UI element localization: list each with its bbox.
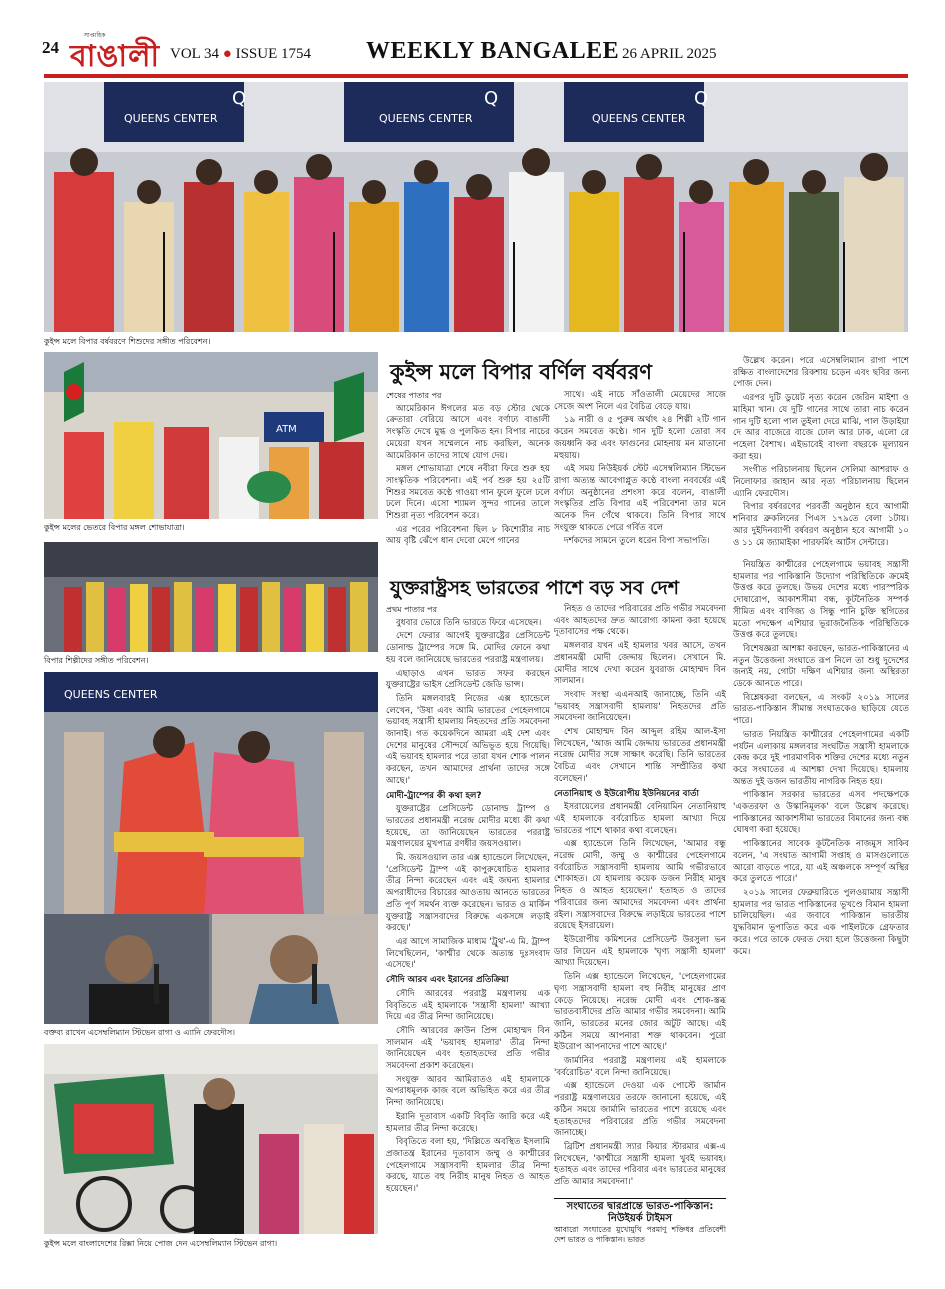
photo-duet-dance xyxy=(44,672,378,917)
banner-sign-5: QUEENS CENTER xyxy=(592,112,686,125)
article1-paragraph: উল্লেখ করেন। পরে এসেম্বলিম্যান রাগা পাশে রক্ষিত বাংলাদেশের রিকশায় চড়েন এবং ছবির জন্য পোজ দেন। xyxy=(733,356,909,390)
photo-children-choir xyxy=(44,82,908,332)
banner-sign-6: Q xyxy=(694,88,709,109)
banner-sign-1: QUEENS CENTER xyxy=(124,112,218,125)
article1-paragraph: এর পরের পরিবেশনা ছিল ৮ কিশোরীর নাচ আয় বৃষ্টি ঝেঁপে ধান দেবো মেপে গানের xyxy=(386,524,550,547)
article2-paragraph: নিহত ও তাদের পরিবারের প্রতি গভীর সমবেদনা এবং আহতদের দ্রুত আরোগ্য কামনা করা হয়েছে দূতাবাসের পক্ষ থেকে। xyxy=(554,604,726,638)
article2-paragraph: এক্স হ্যান্ডেলে তিনি লিখেছেন, 'আমার বন্ধু নরেন্দ্র মোদী, জম্মু ও কাশ্মীরের পেহেলগামে বর্বরোচিত সন্ত্রাসবাদী হামলায় আমি গভীরভাবে শোকাহত। যে হামলায় কয়েক ডজন নিরীহ মানুষ নিহত ও আহত হয়েছেন।' হতাহত ও তাদের পরিবারের জন্য আমাদের সমবেদনা এবং প্রার্থনা রইল। সন্ত্রাসবাদের বিরুদ্ধে লড়াইয়ে ভারতের পাশে রয়েছে ইসরায়েল। xyxy=(554,839,726,932)
article1-paragraph: সাথে। এই নাচে সাঁওতালী মেয়েদের সাজে সেজে অংশ নিলে এর বৈচিত্র বেড়ে যায়। xyxy=(554,390,726,412)
article2-paragraph: সৌদি আরবের ক্রাউন প্রিন্স মোহাম্মদ বিন সালমান এই 'ভয়াবহ হামলার' তীব্র নিন্দা জানিয়েছেন এবং হতাহতদের প্রতি গভীর সমবেদনা প্রকাশ করেছেন। xyxy=(386,1025,550,1072)
article2-paragraph: ভারত নিয়ন্ত্রিত কাশ্মীরের পেহেলগামের একটি পর্যটন এলাকায় মঙ্গলবার সংঘটিত সন্ত্রাসী হামলাকে কেন্দ্র করে দুই পারমাণবিক শক্তির দেশের মধ্যে নতুন করে সংঘাতের এ আশঙ্কা দেখা দিয়েছে। হামলায় অন্তত দুই ডজন ভারতীয় নাগরিক নিহত হয়। xyxy=(733,729,909,787)
article1-col1 xyxy=(386,390,550,547)
caption-speakers: বক্তব্য রাখেন এসেম্বলিম্যান স্টিভেন রাগা ও এ্যানি ফেরদৌস। xyxy=(44,1028,235,1037)
article2-paragraph: ২০১৯ সালের ফেব্রুয়ারিতে পুলওয়ামায় সন্ত্রাসী হামলার পর ভারত পাকিস্তানের ভূখণ্ডে বিমান হামলা চালিয়েছিল। এর জবাবে পাকিস্তান ভারতীয় যুদ্ধবিমান ভূপাতিত করে এক পাইলটকে গ্রেফতার করে। পরে তাকে ফেরত দেয়া হলে উত্তেজনা কিছুটা কমে। xyxy=(733,887,909,957)
article2-paragraph: দেশে ফেরার আগেই যুক্তরাষ্ট্রের প্রেসিডেন্ট ডোনাল্ড ট্রাম্পের সঙ্গে মি. মোদির ফোনে কথা হয় বলে জানিয়েছে ভারতের পররাষ্ট্র মন্ত্রণালয়। xyxy=(386,631,550,665)
masthead xyxy=(36,32,912,72)
article2-paragraph: নিয়ন্ত্রিত কাশ্মীরের পেহেলগামে ভয়াবহ সন্ত্রাসী হামলার পর পাকিস্তানি উদ্যোগ পরিস্থিতিকে ক্রমেই উত্তপ্ত করে তুলছে। উভয় দেশের মধ্যে পারস্পরিক দোষারোপ, আকাশসীমা বন্ধ, কূটনৈতিক সম্পর্ক সীমিত এবং বাণিজ্য ও সিন্ধু পানি চুক্তি স্থগিতের মতো পদক্ষেপ এশিয়ার ভূরাজনৈতিক পরিস্থিতিকে উত্তপ্ত করে তুলছে। xyxy=(733,560,909,641)
page-number: 24 xyxy=(42,38,59,57)
masthead-rule xyxy=(44,74,908,78)
article2-paragraph: পাকিস্তান সরকার ভারতের এসব পদক্ষেপকে 'একতরফা ও উস্কানিমূলক' বলে উল্লেখ করেছে। পাকিস্তানের আকাশসীমা ভারতের বিমানের জন্য বন্ধ ঘোষণা করা হয়েছে। xyxy=(733,790,909,836)
article1-paragraph: ১৯ নারী ও ৫ পুরুষ অর্থাৎ ২৪ শিল্পী ২টি গান করেন সমবেত কণ্ঠে। গান দুটি হলো তোরা সব জয়ধ্বনি কর এবং ফাগুনের মোহনায় মন মাতানো মহুয়ায়। xyxy=(554,415,726,461)
caption-top-photo: কুইন্স মলে বিপার বর্ষবরণে শিশুদের সঙ্গীত পরিবেশন। xyxy=(44,337,211,346)
article2-paragraph: ইউরোপীয় কমিশনের প্রেসিডেন্ট উরসুলা ভন ডার লিয়েন এই হামলাকে 'ঘৃণ্য সন্ত্রাসী হামলা' আখ্যা দিয়েছেন। xyxy=(554,934,726,969)
article2-paragraph: মি. জয়সওয়াল তার এক্স হ্যান্ডেলে লিখেছেন, 'প্রেসিডেন্ট ট্রাম্প এই কাপুরুষোচিত হামলার তীব্র নিন্দা করেছেন এবং এই জঘন্য হামলার অপরাধীদের বিচারের আওতায় আনতে ভারতের প্রতি পূর্ণ সমর্থন ব্যক্ত করেছেন। ভারত ও মার্কিন যুক্তরাষ্ট্র সন্ত্রাসবাদের বিরুদ্ধে একসঙ্গে লড়াই করছে।' xyxy=(386,853,550,934)
article2-paragraph: সংযুক্ত আরব আমিরাতও এই হামলাকে অপরাধমূলক কাজ বলে অভিহিত করে এর তীব্র নিন্দা জানিয়েছে। xyxy=(386,1074,550,1109)
caption-artists: বিপার শিল্পীদের সঙ্গীত পরিবেশন। xyxy=(44,656,149,665)
article2-paragraph: ব্রিটিশ প্রধানমন্ত্রী স্যার কিয়ার স্টারমার এক্স-এ লিখেছেন, 'কাশ্মীরে সন্ত্রাসী হামলা খুবই ভয়াবহ। হতাহত এবং তাদের পরিবার এবং ভারতের মানুষের প্রতি আমার সমবেদনা।' xyxy=(554,1141,726,1188)
article2-col2 xyxy=(554,604,726,1194)
article2-paragraph: তিনি মঙ্গলবারই নিজের এক্স হ্যান্ডেলে লেখেন, 'উষা এবং আমি ভারতের পেহেলগামে ভয়াবহ সন্ত্রাসী হামলায় নিহতদের প্রতি সমবেদনা জানাই। গত কয়েকদিনে আমরা এই দেশ এবং দেশের মানুষের সৌন্দর্যে অভিভূত হয়ে গিয়েছি। এই ভয়াবহ হামলার পরে তারা যখন শোক পালন করছেন, তখন আমাদের প্রার্থনা তাদের সঙ্গে আছে।' xyxy=(386,693,550,786)
article2-col1 xyxy=(386,604,550,1234)
article1-paragraph: এরপর দুটি ডুয়েট নৃত্য করেন জেরিন মাইশা ও মাহিমা খান। যে দুটি গানের সাথে তারা নাচ করেন গান দুটি হলো পাল তুইলা দেরে মাঝি, পাল উড়াইয়া দে আর বাজেরে বাজে ঢোল আর ঢাক, এলো রে পহেলা বৈশাখ। এইভাবেই বাংলা বছরকে মূল্যায়ন করা হয়। xyxy=(733,393,909,462)
article2-paragraph: তিনি এক্স হ্যান্ডেলে লিখেছেন, 'পেহেলগামের ঘৃণ্য সন্ত্রাসবাদী হামলা বহু নিরীহ মানুষের প্রাণ কেড়ে নিয়েছে। নরেন্দ্র মোদী এবং শোক-স্তব্ধ ভারতবাসীদের প্রতি আমার গভীর সমবেদনা। আমি জানি, ভারতের মনের জোর অটুট আছে। এই কঠিন সময়ে আপনারা শক্ত থাকবেন। পুরো ইউরোপ আপনাদের পাশে আছে।' xyxy=(554,972,726,1053)
article2-col3 xyxy=(733,560,909,1234)
photo-speakers xyxy=(44,914,378,1024)
article2-paragraph: সংবাদ সংস্থা এএনআই জানাচ্ছে, তিনি এই 'ভয়াবহ সন্ত্রাসবাদী হামলায়' নিহতদের প্রতি সমবেদনা জানিয়েছেন। xyxy=(554,689,726,724)
paper-logo: বাঙালী xyxy=(70,39,161,74)
article2-paragraph: জার্মানির পররাষ্ট্র মন্ত্রণালয় এই হামলাকে 'বর্বরোচিত' বলে নিন্দা জানিয়েছে। xyxy=(554,1056,726,1078)
photo-mangal-shobhajatra xyxy=(44,352,378,519)
caption-rickshaw: কুইন্স মলে বাংলাদেশের রিক্সা নিয়ে পোজ দেন এসেম্বলিম্যান স্টিভেন রাগা। xyxy=(44,1239,278,1248)
article2-paragraph: বিশেষজ্ঞরা আশঙ্কা করছেন, ভারত-পাকিস্তানের এ নতুন উত্তেজনা সংঘাতে রূপ নিলে তা শুধু দুদেশের জন্যই নয়, গোটা দক্ষিণ এশিয়ার জন্য অস্থিরতা ডেকে আনতে পারে। xyxy=(733,643,909,690)
issue: ISSUE 1754 xyxy=(235,46,312,62)
article2-paragraph: সৌদি আরবের পররাষ্ট্র মন্ত্রণালয় এক বিবৃতিতে এই হামলাকে 'সন্ত্রাসী হামলা' আখ্যা দিয়ে এর তীব্র নিন্দা জানিয়েছে। xyxy=(386,988,550,1023)
caption-shobhajatra: কুইন্স মলের ভেতরে বিপার মঙ্গল শোভাযাত্রা। xyxy=(44,523,185,532)
article2-subhead: সৌদি আরব এবং ইরানের প্রতিক্রিয়া xyxy=(386,975,509,986)
photo-bipa-artists xyxy=(44,542,378,652)
article2-paragraph: ইসরায়েলের প্রধানমন্ত্রী বেনিয়ামিন নেতানিয়াহু এই হামলাকে বর্বরোচিত হামলা আখ্যা দিয়ে ভারতের পাশে থাকার কথা বলেছেন। xyxy=(554,802,726,836)
volume: VOL 34 xyxy=(170,46,220,62)
sidebar-box xyxy=(554,1198,726,1244)
article1-paragraph: এই সময় নিউইয়র্ক স্টেট এসেম্বলিম্যান স্টিভেন রাগা অত্যন্ত আবেগাপ্লুত কণ্ঠে বাংলা নববর্ষের এই বর্ণাঢ্য অনুষ্ঠানের প্রশংসা করে বলেন, বাঙালী সংস্কৃতির প্রতি বিপার এই পরিবেশনা তার মনে অনেক দিন গেঁথে থাকবে। তিনি বিপার সাথে সংযুক্ত থাকতে পেরে গর্বিত বলে xyxy=(554,464,726,533)
separator-dot: ● xyxy=(222,46,232,62)
paper-name: WEEKLY BANGALEE xyxy=(366,38,620,64)
article2-paragraph: এর আগে সামাজিক মাধ্যম 'ট্রুথ'-এ মি. ট্রাম্প লিখেছিলেন, 'কাশ্মীর থেকে অত্যন্ত দুঃসংবাদ এসেছে।' xyxy=(386,936,550,971)
article2-paragraph: বুধবার ভোরে তিনি ভারতে ফিরে এসেছেন। xyxy=(396,617,542,628)
article1-col2 xyxy=(554,390,726,547)
article2-paragraph: ইরানি দূতাবাস একটি বিবৃতি জারি করে এই হামলার তীব্র নিন্দা করেছে। xyxy=(386,1111,550,1134)
article1-paragraph: মঙ্গল শোভাযাত্রা শেষে নবীরা ফিরে শুরু হয় সাংস্কৃতিক পরিবেশনা। এই পর্ব শুরু হয় ২৫টি শিশুর সমবেত কণ্ঠে গাওয়া গান ফুলে ফুলে ঢলে ঢলে দিনে। এসো শ্যামল সুন্দর গানের তালে শিশুরা নৃত্য পরিবেশন করে। xyxy=(386,464,550,522)
sidebar-box-title: সংঘাতের দ্বারপ্রান্তে ভারত-পাকিস্তান: নিউইয়র্ক টাইমস xyxy=(566,1201,714,1224)
article1-jump: শেষের পাতার পর xyxy=(386,391,442,400)
article2-paragraph: শেখ মোহাম্মদ বিন আব্দুল রহিম আল-ইসা লিখেছেন, 'আজ আমি জেদ্দায় ভারতের প্রধানমন্ত্রী নরেন্দ্র মোদীর সঙ্গে সাক্ষাৎ করেছি। তিনি ভারতের বৈচিত্র এবং সেখানে শান্তি সম্প্রীতির কথা বলেছেন।' xyxy=(554,727,726,784)
banner-sign-2: Q xyxy=(232,88,247,109)
article2-paragraph: পাকিস্তানের সাবেক কূটনৈতিক নাজমুস সাকিব বলেন, 'এ সংঘাত আগামী সপ্তাহ ও মাসগুলোতে আরো বাড়তে পারে, যা এই অঞ্চলকে সম্পূর্ণ অস্থির করে তুলতে পারে।' xyxy=(733,839,909,885)
article2-paragraph: এছাড়াও এখন ভারত সফর করছেন যুক্তরাষ্ট্রের ভাইস প্রেসিডেন্ট জেডি ভান্স। xyxy=(386,668,550,691)
atm-sign: ATM xyxy=(276,424,297,435)
banner-sign-3: QUEENS CENTER xyxy=(379,112,473,125)
logo-tagline: সাপ্তাহিক xyxy=(84,32,106,39)
photo-rickshaw xyxy=(44,1044,378,1234)
article2-jump: প্রথম পাতার পর xyxy=(386,605,437,614)
article2-headline: যুক্তরাষ্ট্রসহ ভারতের পাশে বড় সব দেশ xyxy=(390,577,680,599)
article2-paragraph: মঙ্গলবার যখন এই হামলার খবর আসে, তখন প্রধানমন্ত্রী মোদী জেদ্দায় ছিলেন। সেখানে মি. মোদীর সাথে দেখা করেন যুবরাজ মোহাম্মদ বিন সালমান। xyxy=(554,641,726,687)
article1-paragraph: দর্শকদের সামনে তুলে ধরেন বিপা সভাপতি। xyxy=(564,536,710,547)
article1-paragraph: বিপার বর্ষবরণের পরবর্তী অনুষ্ঠান হবে আগামী শনিবার ব্রুকলিনের পিএস ১৭৯তে বেলা ১টায়। আর দুইদিনব্যাপী বর্ষবরণ অনুষ্ঠান হবে আগামী ১০ ও ১১ মে জ্যামাইকা পারফর্মিং আর্টস সেন্টারে। xyxy=(733,502,909,548)
article1-col3 xyxy=(733,356,909,546)
article2-subhead: মোদী-ট্রাম্পের কী কথা হল? xyxy=(386,790,482,801)
article1-paragraph: সংগীত পরিচালনায় ছিলেন সেলিমা আশরাফ ও নিলোফার জাহান আর নৃত্য পরিচালনায় ছিলেন এ্যানি ফেরদৌস। xyxy=(733,465,909,499)
article1-paragraph: আমেরিকান ঈগলের মত বড় স্টোর থেকে ক্রেতারা বেরিয়ে আসে এবং বর্ণাঢ্য বাঙালী সংস্কৃতি দেখে মুগ্ধ ও পুলকিত হন। বিপার নাচের মেয়েরা যখন সম্মেলনে নাচ করছিল, অনেক আমেরিকান তাদের সাথে যোগ দেয়। xyxy=(386,403,550,461)
queens-center-sign: QUEENS CENTER xyxy=(64,688,158,701)
issue-date: 26 APRIL 2025 xyxy=(622,46,717,62)
article2-paragraph: বিশ্লেষকরা বলছেন, এ সংকট ২০১৯ সালের ভারত-পাকিস্তান সীমান্ত সংঘাতকেও ছাড়িয়ে যেতে পারে। xyxy=(733,692,909,727)
sidebar-box-text: আবারো সংঘাতের মুখোমুখি পরমাণু শক্তিধর প্রতিবেশী দেশ ভারত ও পাকিস্তান। ভারত xyxy=(554,1225,726,1244)
article2-paragraph: এক্স হ্যান্ডেলে দেওয়া এক পোস্টে জার্মান পররাষ্ট্র মন্ত্রণালয়ের তরফে জানানো হয়েছে, এই কঠিন সময়ে জার্মানি ভারতের পাশে রয়েছে এবং হতাহতদের পরিবারের প্রতি গভীর সমবেদনা জানাচ্ছে। xyxy=(554,1081,726,1139)
article2-paragraph: বিবৃতিতে বলা হয়, 'দিল্লিতে অবস্থিত ইসলামি প্রজাতন্ত্র ইরানের দূতাবাস জম্মু ও কাশ্মীরের পেহেলগামে সন্ত্রাসবাদী হামলার তীব্র নিন্দা করছে, যাতে বহু নিরীহ মানুষ নিহত ও আহত হয়েছেন।' xyxy=(386,1137,550,1195)
volume-issue xyxy=(170,46,311,63)
article2-subhead: নেতানিয়াহু ও ইউরোপীয় ইউনিয়নের বার্তা xyxy=(554,788,700,799)
article2-paragraph: যুক্তরাষ্ট্রের প্রেসিডেন্ট ডোনাল্ড ট্রাম্প ও ভারতের প্রধানমন্ত্রী নরেন্দ্র মোদীর মধ্যে কী কথা হয়েছে, তা জানিয়েছেন ভারতের পররাষ্ট্র মন্ত্রণালয়ের মুখপাত্র রণধীর জয়সওয়াল। xyxy=(386,804,550,850)
article1-headline: কুইন্স মলে বিপার বর্ণিল বর্ষবরণ xyxy=(390,360,652,384)
banner-sign-4: Q xyxy=(484,88,499,109)
